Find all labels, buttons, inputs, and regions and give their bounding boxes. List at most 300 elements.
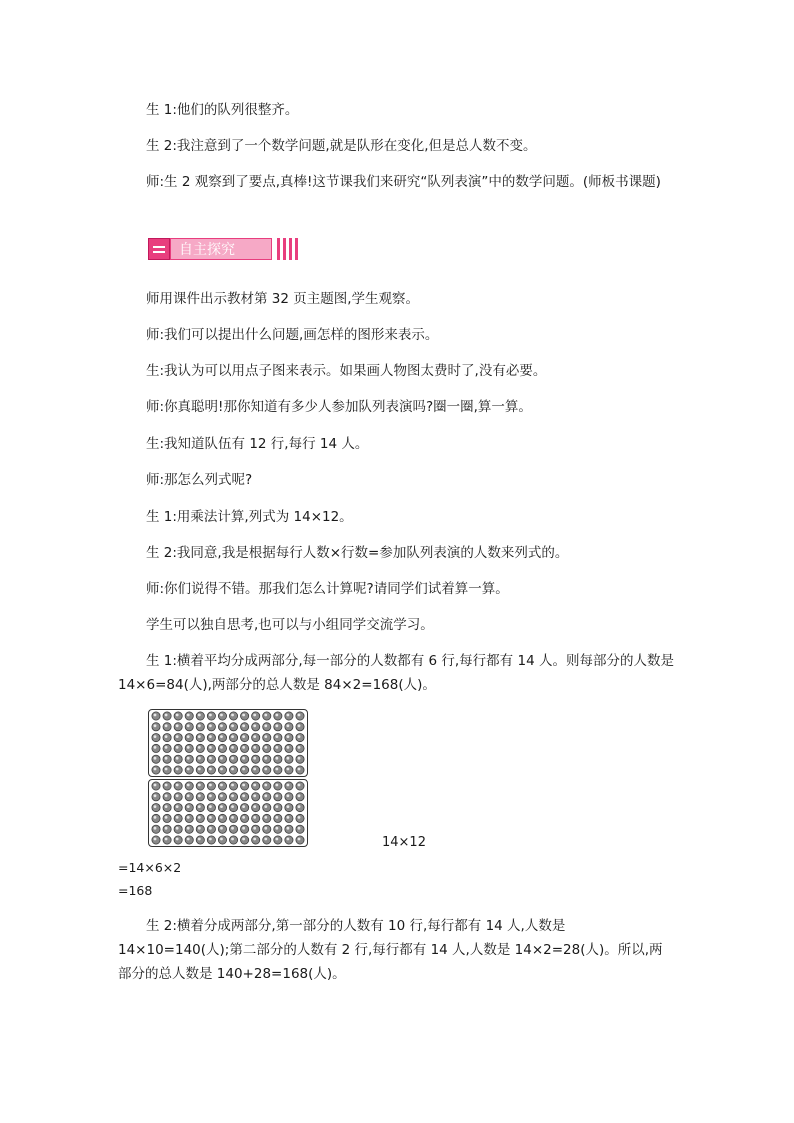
bottom-block-dot [174, 814, 182, 822]
dot-diagram-top-block [148, 709, 308, 777]
top-block-dot [174, 712, 182, 720]
top-block-dot-highlight [275, 735, 278, 738]
top-block-dot-highlight [220, 746, 223, 749]
top-block-dot-highlight [154, 768, 157, 771]
bottom-block-dot-highlight [253, 784, 256, 787]
bottom-block-dot-highlight [231, 838, 234, 841]
top-block-dot [274, 734, 282, 742]
top-block-dot-highlight [220, 735, 223, 738]
bottom-block-dot-highlight [209, 794, 212, 797]
bottom-block-dot-highlight [231, 784, 234, 787]
para-student1-formula: 生 1:用乘法计算,列式为 14×12。 [146, 509, 353, 525]
bottom-block-dot [241, 814, 249, 822]
formula-result: =168 [118, 883, 153, 898]
top-block-dot [274, 744, 282, 752]
top-block-dot [196, 744, 204, 752]
bottom-block-dot-highlight [287, 784, 290, 787]
top-block-dot [252, 766, 260, 774]
top-block-dot [229, 712, 237, 720]
bottom-block-dot-highlight [198, 784, 201, 787]
bottom-block-dot [152, 814, 160, 822]
bottom-block-dot [163, 836, 171, 844]
bottom-block-dot-highlight [242, 794, 245, 797]
top-block-dot-highlight [298, 714, 301, 717]
top-block-dot-highlight [264, 768, 267, 771]
bottom-block-dot-highlight [187, 838, 190, 841]
bottom-block-dot [207, 836, 215, 844]
top-block-dot-highlight [264, 724, 267, 727]
top-block-dot-highlight [209, 714, 212, 717]
top-block-dot [252, 712, 260, 720]
top-block-dot-highlight [264, 746, 267, 749]
bottom-block-dot-highlight [154, 816, 157, 819]
bottom-block-dot-highlight [253, 794, 256, 797]
top-block-dot-highlight [154, 757, 157, 760]
bottom-block-dot [174, 804, 182, 812]
top-block-dot-highlight [187, 714, 190, 717]
bottom-block-dot-highlight [231, 805, 234, 808]
bottom-block-dot-highlight [264, 805, 267, 808]
bottom-block-dot [229, 793, 237, 801]
top-block-dot-highlight [209, 746, 212, 749]
top-block-dot [229, 723, 237, 731]
bottom-block-dot [207, 814, 215, 822]
top-block-dot-highlight [165, 714, 168, 717]
para-teacher-how: 师:那怎么列式呢? [146, 472, 253, 488]
bottom-block-dot-highlight [287, 816, 290, 819]
bottom-block-dot [185, 782, 193, 790]
top-block-dot-highlight [209, 735, 212, 738]
bottom-block-dot-highlight [187, 816, 190, 819]
top-block-dot [196, 723, 204, 731]
top-block-dot [152, 712, 160, 720]
bottom-block-dot-highlight [220, 784, 223, 787]
bottom-block-dot-highlight [176, 784, 179, 787]
top-block-dot [252, 755, 260, 763]
top-block-dot-highlight [198, 714, 201, 717]
top-block-dot [196, 766, 204, 774]
top-block-dot-highlight [165, 768, 168, 771]
top-block-dot-highlight [154, 714, 157, 717]
top-block-dot-highlight [220, 757, 223, 760]
bottom-block-dot-highlight [187, 784, 190, 787]
dot-grid-top [149, 710, 307, 776]
bottom-block-dot [296, 814, 304, 822]
top-block-dot-highlight [231, 735, 234, 738]
top-block-dot [229, 766, 237, 774]
bottom-block-dot [218, 782, 226, 790]
bottom-block-dot-highlight [176, 794, 179, 797]
bottom-block-dot-highlight [154, 827, 157, 830]
section-header-bars-decoration [274, 238, 298, 260]
bottom-block-dot-highlight [275, 816, 278, 819]
bottom-block-dot-highlight [298, 816, 301, 819]
section-title: 自主探究 [170, 238, 272, 260]
bottom-block-dot [252, 782, 260, 790]
bottom-block-dot [263, 814, 271, 822]
top-block-dot-highlight [176, 714, 179, 717]
bottom-block-dot-highlight [187, 805, 190, 808]
top-block-dot-highlight [287, 746, 290, 749]
para-teacher-topic: 师:生 2 观察到了要点,真棒!这节课我们来研究“队列表演”中的数学问题。(师板书课题) [146, 174, 661, 190]
top-block-dot-highlight [275, 768, 278, 771]
bottom-block-dot-highlight [287, 838, 290, 841]
bottom-block-dot-highlight [187, 794, 190, 797]
section-header [148, 237, 298, 261]
top-block-dot-highlight [165, 746, 168, 749]
bottom-block-dot [229, 836, 237, 844]
para-student-dot-idea: 生:我认为可以用点子图来表示。如果画人物图太费时了,没有必要。 [146, 363, 547, 379]
bottom-block-dot-highlight [242, 827, 245, 830]
top-block-dot-highlight [176, 735, 179, 738]
top-block-dot-highlight [298, 735, 301, 738]
top-block-dot-highlight [187, 724, 190, 727]
bottom-block-dot [152, 836, 160, 844]
bottom-block-dot-highlight [298, 838, 301, 841]
bottom-block-dot-highlight [253, 827, 256, 830]
para-teacher-question: 师:我们可以提出什么问题,画怎样的图形来表示。 [146, 327, 439, 343]
bottom-block-dot-highlight [298, 794, 301, 797]
bottom-block-dot [163, 782, 171, 790]
bottom-block-dot [185, 804, 193, 812]
top-block-dot-highlight [253, 724, 256, 727]
formula-14x12: 14×12 [382, 835, 426, 850]
top-block-dot [263, 744, 271, 752]
top-block-dot [252, 734, 260, 742]
bottom-block-dot-highlight [275, 838, 278, 841]
bottom-block-dot [207, 825, 215, 833]
top-block-dot-highlight [242, 757, 245, 760]
top-block-dot-highlight [198, 746, 201, 749]
top-block-dot-highlight [298, 746, 301, 749]
bottom-block-dot [274, 825, 282, 833]
top-block-dot [252, 723, 260, 731]
bottom-block-dot-highlight [264, 784, 267, 787]
bottom-block-dot-highlight [298, 784, 301, 787]
top-block-dot-highlight [253, 768, 256, 771]
bottom-block-dot [285, 825, 293, 833]
para-student1-observation: 生 1:他们的队列很整齐。 [146, 102, 299, 118]
dot-diagram-bottom-block [148, 779, 308, 847]
top-block-dot [285, 734, 293, 742]
top-block-dot [152, 755, 160, 763]
top-block-dot [263, 755, 271, 763]
top-block-dot [163, 755, 171, 763]
bottom-block-dot [229, 804, 237, 812]
bottom-block-dot [207, 804, 215, 812]
bottom-block-dot [274, 782, 282, 790]
bottom-block-dot-highlight [220, 805, 223, 808]
bottom-block-dot [241, 825, 249, 833]
top-block-dot [296, 766, 304, 774]
bottom-block-dot [296, 804, 304, 812]
top-block-dot [218, 755, 226, 763]
top-block-dot [296, 734, 304, 742]
bottom-block-dot-highlight [287, 805, 290, 808]
bottom-block-dot-highlight [287, 794, 290, 797]
top-block-dot-highlight [198, 757, 201, 760]
bottom-block-dot [285, 836, 293, 844]
top-block-dot [229, 755, 237, 763]
bottom-block-dot [174, 793, 182, 801]
bottom-block-dot [285, 782, 293, 790]
bottom-block-dot [174, 782, 182, 790]
top-block-dot [163, 723, 171, 731]
bottom-block-dot [185, 793, 193, 801]
top-block-dot-highlight [298, 724, 301, 727]
bottom-block-dot-highlight [165, 827, 168, 830]
bottom-block-dot [174, 825, 182, 833]
top-block-dot-highlight [198, 724, 201, 727]
top-block-dot [296, 755, 304, 763]
bottom-block-dot [163, 825, 171, 833]
bottom-block-dot [274, 836, 282, 844]
bottom-block-dot-highlight [154, 794, 157, 797]
bottom-block-dot-highlight [253, 816, 256, 819]
bottom-block-dot-highlight [242, 784, 245, 787]
bottom-block-dot [252, 804, 260, 812]
top-block-dot [241, 723, 249, 731]
bottom-block-dot [196, 836, 204, 844]
top-block-dot-highlight [176, 724, 179, 727]
top-block-dot-highlight [209, 724, 212, 727]
bottom-block-dot [196, 814, 204, 822]
bottom-block-dot [152, 793, 160, 801]
top-block-dot [152, 734, 160, 742]
bottom-block-dot-highlight [253, 838, 256, 841]
top-block-dot [185, 744, 193, 752]
top-block-dot [163, 734, 171, 742]
bottom-block-dot [185, 814, 193, 822]
top-block-dot [185, 734, 193, 742]
bottom-block-dot [207, 793, 215, 801]
top-block-dot [185, 755, 193, 763]
bottom-block-dot-highlight [231, 827, 234, 830]
top-block-dot-highlight [231, 724, 234, 727]
bottom-block-dot [274, 793, 282, 801]
top-block-dot-highlight [165, 735, 168, 738]
bottom-block-dot [218, 814, 226, 822]
top-block-dot-highlight [242, 735, 245, 738]
top-block-dot [163, 744, 171, 752]
para-student1-method: 生 1:横着平均分成两部分,每一部分的人数都有 6 行,每行都有 14 人。则每部分的人数是 14×6=84(人),两部分的总人数是 84×2=168(人)。 [118, 653, 674, 693]
bottom-block-dot [241, 836, 249, 844]
bottom-block-dot-highlight [165, 805, 168, 808]
top-block-dot [174, 723, 182, 731]
top-block-dot-highlight [287, 757, 290, 760]
top-block-dot [174, 734, 182, 742]
top-block-dot-highlight [220, 724, 223, 727]
bottom-block-dot-highlight [165, 816, 168, 819]
bottom-block-dot [196, 793, 204, 801]
bottom-block-dot [263, 825, 271, 833]
top-block-dot-highlight [253, 714, 256, 717]
top-block-dot-highlight [275, 714, 278, 717]
bottom-block-dot-highlight [242, 816, 245, 819]
top-block-dot-highlight [198, 735, 201, 738]
top-block-dot [252, 744, 260, 752]
top-block-dot-highlight [231, 746, 234, 749]
bottom-block-dot-highlight [209, 816, 212, 819]
bottom-block-dot-highlight [220, 838, 223, 841]
bottom-block-dot [285, 804, 293, 812]
top-block-dot-highlight [231, 768, 234, 771]
bottom-block-dot [218, 825, 226, 833]
top-block-dot [274, 755, 282, 763]
bottom-block-dot-highlight [209, 784, 212, 787]
top-block-dot-highlight [275, 746, 278, 749]
bottom-block-dot [196, 782, 204, 790]
top-block-dot-highlight [187, 757, 190, 760]
top-block-dot-highlight [231, 714, 234, 717]
bottom-block-dot-highlight [220, 816, 223, 819]
top-block-dot [163, 712, 171, 720]
bottom-block-dot-highlight [275, 794, 278, 797]
top-block-dot-highlight [287, 768, 290, 771]
bottom-block-dot-highlight [231, 816, 234, 819]
bottom-block-dot-highlight [209, 827, 212, 830]
top-block-dot [174, 744, 182, 752]
bottom-block-dot-highlight [275, 827, 278, 830]
top-block-dot [196, 734, 204, 742]
bottom-block-dot-highlight [264, 827, 267, 830]
bottom-block-dot [163, 804, 171, 812]
bottom-block-dot [263, 804, 271, 812]
bottom-block-dot [263, 782, 271, 790]
bottom-block-dot-highlight [275, 805, 278, 808]
bottom-block-dot [296, 782, 304, 790]
bottom-block-dot [296, 825, 304, 833]
bottom-block-dot-highlight [198, 827, 201, 830]
top-block-dot [285, 712, 293, 720]
top-block-dot [196, 712, 204, 720]
top-block-dot [285, 766, 293, 774]
top-block-dot [218, 723, 226, 731]
top-block-dot-highlight [165, 757, 168, 760]
top-block-dot [207, 766, 215, 774]
bottom-block-dot [163, 814, 171, 822]
top-block-dot-highlight [264, 757, 267, 760]
top-block-dot-highlight [242, 724, 245, 727]
bottom-block-dot [152, 782, 160, 790]
top-block-dot [296, 744, 304, 752]
top-block-dot-highlight [198, 768, 201, 771]
top-block-dot-highlight [220, 714, 223, 717]
top-block-dot [207, 755, 215, 763]
top-block-dot-highlight [220, 768, 223, 771]
top-block-dot [185, 723, 193, 731]
bottom-block-dot-highlight [242, 805, 245, 808]
top-block-dot-highlight [231, 757, 234, 760]
bottom-block-dot-highlight [264, 794, 267, 797]
top-block-dot [207, 712, 215, 720]
top-block-dot [241, 734, 249, 742]
top-block-dot [285, 744, 293, 752]
top-block-dot [241, 712, 249, 720]
top-block-dot-highlight [287, 735, 290, 738]
top-block-dot-highlight [165, 724, 168, 727]
bottom-block-dot [274, 814, 282, 822]
top-block-dot [285, 723, 293, 731]
top-block-dot-highlight [253, 746, 256, 749]
section-header-icon [148, 238, 170, 260]
bottom-block-dot-highlight [198, 805, 201, 808]
bottom-block-dot [174, 836, 182, 844]
top-block-dot-highlight [154, 724, 157, 727]
para-student2-observation: 生 2:我注意到了一个数学问题,就是队形在变化,但是总人数不变。 [146, 138, 537, 154]
bottom-block-dot [185, 836, 193, 844]
top-block-dot [241, 755, 249, 763]
top-block-dot [218, 766, 226, 774]
bottom-block-dot-highlight [154, 784, 157, 787]
top-block-dot [263, 723, 271, 731]
top-block-dot-highlight [253, 757, 256, 760]
top-block-dot [296, 712, 304, 720]
top-block-dot-highlight [298, 768, 301, 771]
top-block-dot-highlight [287, 724, 290, 727]
top-block-dot [196, 755, 204, 763]
bottom-block-dot-highlight [198, 838, 201, 841]
dot-grid-bottom [149, 780, 307, 846]
bottom-block-dot [229, 814, 237, 822]
top-block-dot [285, 755, 293, 763]
bottom-block-dot [241, 804, 249, 812]
bottom-block-dot [296, 836, 304, 844]
bottom-block-dot [218, 836, 226, 844]
top-block-dot-highlight [253, 735, 256, 738]
bottom-block-dot-highlight [253, 805, 256, 808]
bottom-block-dot [152, 804, 160, 812]
bottom-block-dot-highlight [242, 838, 245, 841]
bottom-block-dot [207, 782, 215, 790]
bottom-block-dot [252, 793, 260, 801]
bottom-block-dot-highlight [154, 838, 157, 841]
top-block-dot [274, 712, 282, 720]
top-block-dot-highlight [187, 768, 190, 771]
top-block-dot [218, 744, 226, 752]
top-block-dot-highlight [154, 735, 157, 738]
top-block-dot [296, 723, 304, 731]
para-courseware: 师用课件出示教材第 32 页主题图,学生观察。 [146, 291, 420, 307]
bottom-block-dot-highlight [176, 838, 179, 841]
bottom-block-dot-highlight [176, 816, 179, 819]
top-block-dot [152, 766, 160, 774]
bottom-block-dot-highlight [165, 784, 168, 787]
bottom-block-dot-highlight [198, 794, 201, 797]
bottom-block-dot-highlight [198, 816, 201, 819]
top-block-dot-highlight [275, 757, 278, 760]
bottom-block-dot-highlight [165, 794, 168, 797]
bottom-block-dot-highlight [154, 805, 157, 808]
bottom-block-dot [218, 793, 226, 801]
top-block-dot-highlight [242, 768, 245, 771]
top-block-dot [229, 744, 237, 752]
top-block-dot [218, 734, 226, 742]
bottom-block-dot [285, 814, 293, 822]
top-block-dot [152, 723, 160, 731]
bottom-block-dot [252, 825, 260, 833]
top-block-dot-highlight [176, 757, 179, 760]
bottom-block-dot-highlight [176, 827, 179, 830]
bottom-block-dot [241, 793, 249, 801]
top-block-dot-highlight [264, 714, 267, 717]
top-block-dot [207, 734, 215, 742]
para-teacher-praise: 师:你真聪明!那你知道有多少人参加队列表演吗?圈一圈,算一算。 [146, 399, 532, 415]
bottom-block-dot-highlight [275, 784, 278, 787]
bottom-block-dot [229, 825, 237, 833]
bottom-block-dot-highlight [209, 805, 212, 808]
bottom-block-dot-highlight [220, 827, 223, 830]
